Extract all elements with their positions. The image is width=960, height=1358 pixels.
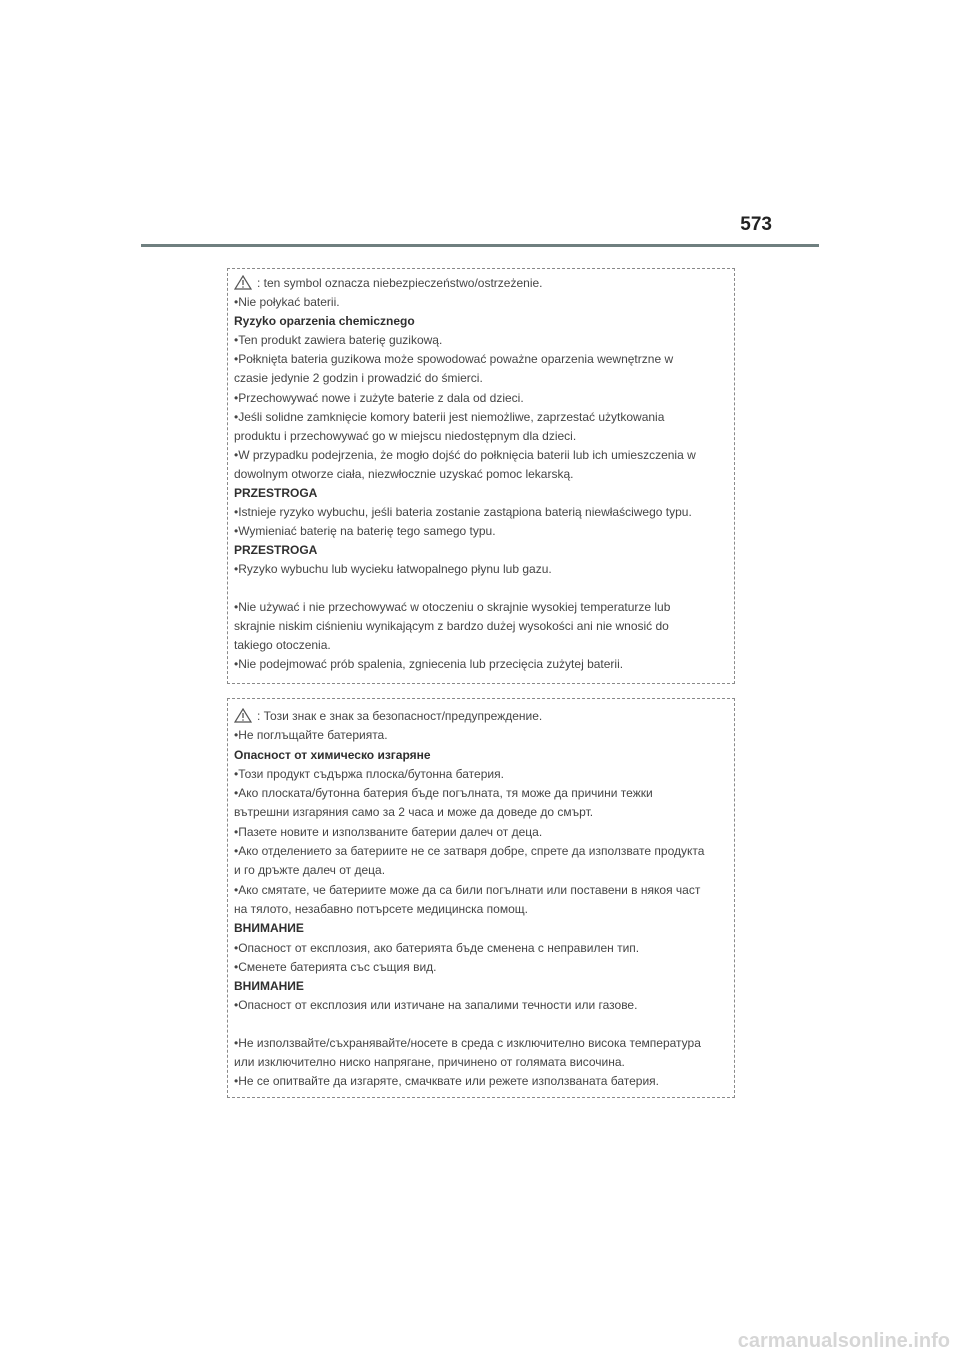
caution-heading: ВНИМАНИЕ <box>234 921 304 936</box>
bullet: •Не използвайте/съхранявайте/носете в среда с изключително висока температура <box>234 1035 701 1050</box>
warning-triangle-icon <box>234 708 252 723</box>
bullet-continuation: или изключително ниско напрягане, причинено от голямата височина. <box>234 1055 625 1070</box>
bullet: •Jeśli solidne zamknięcie komory baterii jest niemożliwe, zaprzestać użytkowania <box>234 409 665 424</box>
bullet: •Не поглъщайте батерията. <box>234 728 388 743</box>
bullet: •Istnieje ryzyko wybuchu, jeśli bateria zostanie zastąpiona baterią niewłaściwego typu. <box>234 505 692 520</box>
bullet-continuation: и го дръжте далеч от деца. <box>234 863 386 878</box>
bullet-continuation: czasie jedynie 2 godzin i prowadzić do śmierci. <box>234 371 483 386</box>
bullet: •Ако отделението за батериите не се затваря добре, спрете да използвате продукта <box>234 844 705 859</box>
bullet: •Този продукт съдържа плоска/бутонна батерия. <box>234 766 504 781</box>
caution-heading: PRZESTROGA <box>234 486 318 501</box>
warning-triangle-icon <box>234 275 252 290</box>
section-heading: Ryzyko oparzenia chemicznego <box>234 314 415 329</box>
section-heading: Опасност от химическо изгаряне <box>234 747 431 762</box>
bullet: •Ryzyko wybuchu lub wycieku łatwopalnego płynu lub gazu. <box>234 562 552 577</box>
bullet-continuation: produktu i przechowywać go w miejscu niedostępnym dla dzieci. <box>234 428 577 443</box>
bullet: •Пазете новите и използваните батерии далеч от деца. <box>234 824 543 839</box>
bullet: •Опасност от експлозия, ако батерията бъде сменена с неправилен тип. <box>234 940 640 955</box>
bullet: •W przypadku podejrzenia, że mogło dojść do połknięcia baterii lub ich umieszczenia w <box>234 447 696 462</box>
notice-intro-text: : Този знак е знак за безопасност/предупреждение. <box>257 709 543 723</box>
bullet: •Nie używać i nie przechowywać w otoczeniu o skrajnie wysokiej temperaturze lub <box>234 599 671 614</box>
battery-warning-bulgarian <box>227 698 735 1098</box>
bullet-continuation: вътрешни изгаряния само за 2 часа и може да доведе до смърт. <box>234 805 594 820</box>
notice-intro <box>234 274 734 293</box>
bullet: •Nie połykać baterii. <box>234 295 340 310</box>
bullet: •Nie podejmować prób spalenia, zgniecenia lub przecięcia zużytej baterii. <box>234 656 624 671</box>
caution-heading: ВНИМАНИЕ <box>234 979 304 994</box>
blank-line <box>234 580 734 598</box>
bullet: •Сменете батерията със същия вид. <box>234 959 437 974</box>
bullet-continuation: takiego otoczenia. <box>234 637 331 652</box>
bullet: •Не се опитвайте да изгаряте, смачквате или режете използваната батерия. <box>234 1074 659 1089</box>
footer-watermark: carmanualsonline.info <box>737 1330 950 1352</box>
notice-intro <box>234 707 734 726</box>
bullet-continuation: skrajnie niskim ciśnieniu wynikającym z bardzo dużej wysokości ani nie wnosić do <box>234 618 669 633</box>
bullet: •Połknięta bateria guzikowa może spowodować poważne oparzenia wewnętrzne w <box>234 352 674 367</box>
header-rule <box>141 244 819 247</box>
bullet-continuation: dowolnym otworze ciała, niezwłocznie uzyskać pomoc lekarską. <box>234 466 574 481</box>
bullet: •Ако плоската/бутонна батерия бъде погълната, тя може да причини тежки <box>234 786 653 801</box>
battery-warning-polish <box>227 268 735 684</box>
page-number: 573 <box>740 214 772 235</box>
blank-line <box>234 1016 734 1034</box>
bullet: •Ten produkt zawiera baterię guzikową. <box>234 333 443 348</box>
bullet: •Przechowywać nowe i zużyte baterie z dala od dzieci. <box>234 390 524 405</box>
bullet: •Ако смятате, че батериите може да са били погълнати или поставени в някоя част <box>234 882 701 897</box>
bullet-continuation: на тялото, незабавно потърсете медицинска помощ. <box>234 901 528 916</box>
bullet: •Wymieniać baterię na baterię tego samego typu. <box>234 524 496 539</box>
notice-intro-text: : ten symbol oznacza niebezpieczeństwo/ostrzeżenie. <box>257 276 543 290</box>
bullet: •Опасност от експлозия или изтичане на запалими течности или газове. <box>234 998 638 1013</box>
caution-heading: PRZESTROGA <box>234 543 318 558</box>
